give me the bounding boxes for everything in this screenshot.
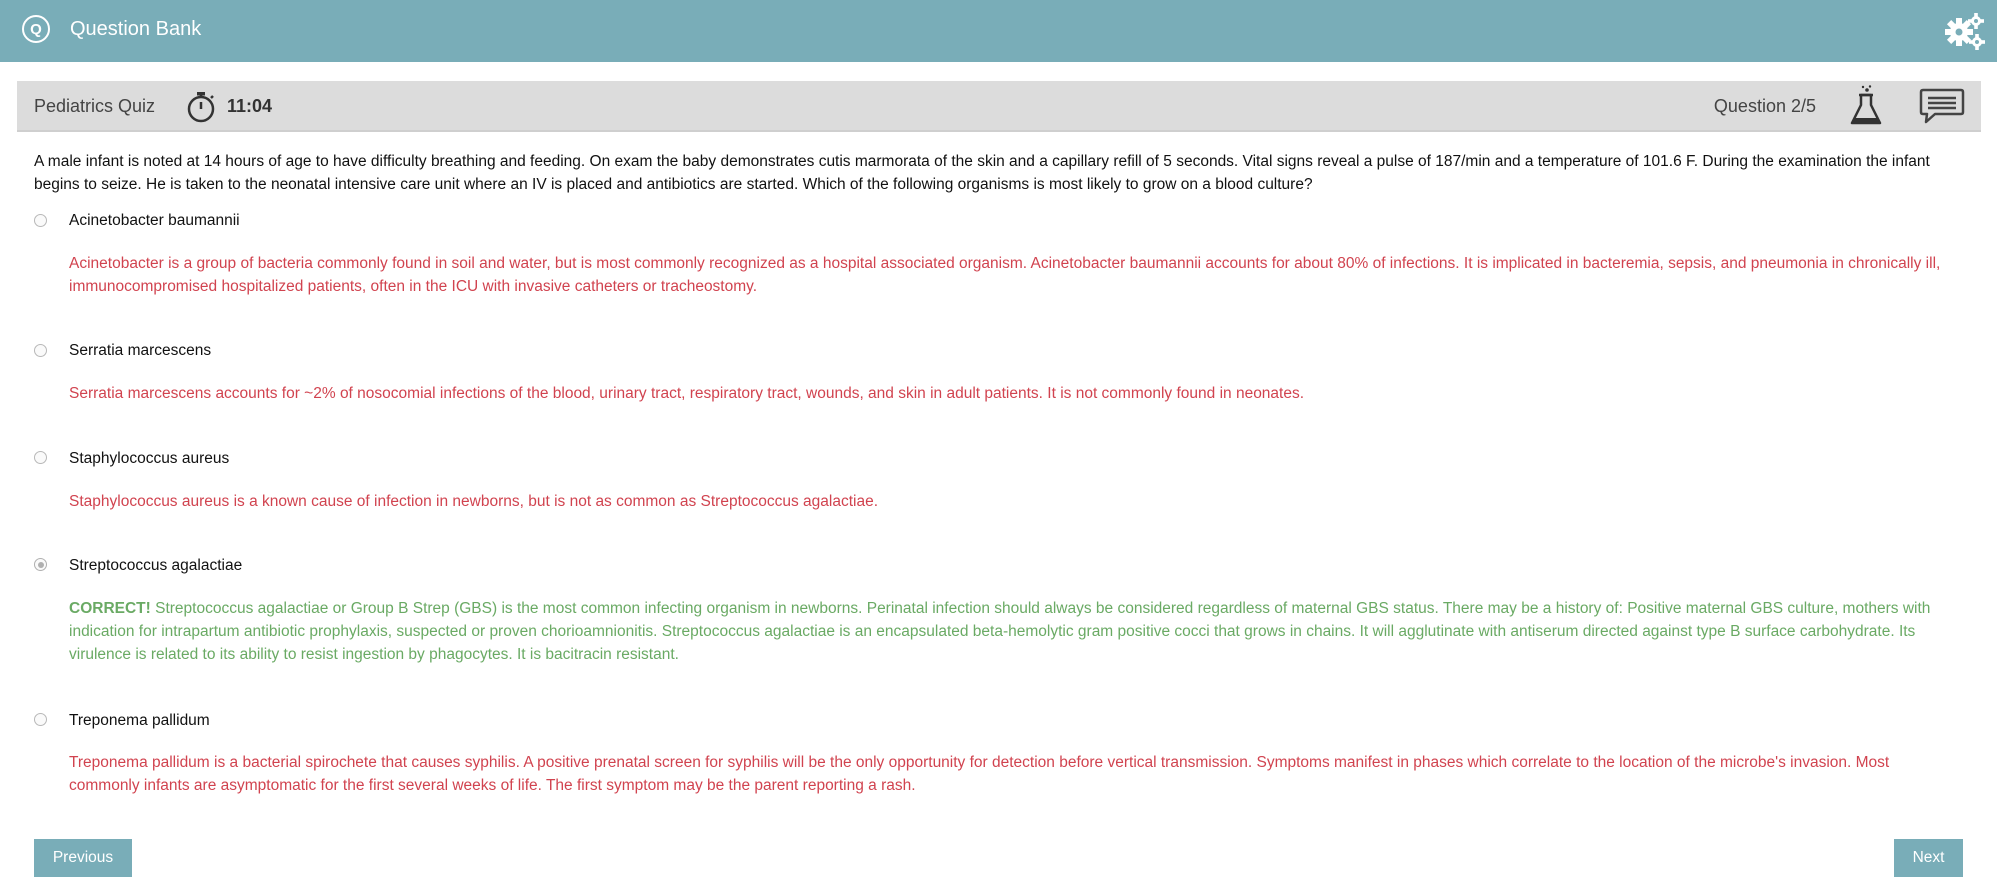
flask-icon[interactable] (1849, 85, 1883, 127)
app-header (0, 0, 1997, 62)
timer-value: 11:04 (227, 96, 273, 116)
correct-badge: CORRECT! (69, 600, 151, 617)
question-text: A male infant is noted at 14 hours of age to have difficulty breathing and feeding. On exam the baby demonstrates cutis marmorata of the skin and a capillary refill of 5 seconds. Vital signs reveal a pulse of 187/min and a temperature of 101.6 F. During the examination the infant begins to seize. He is taken to the neonatal intensive care unit where an IV is placed and antibiotics are started. Which of the following organisms is most likely to grow on a blood culture? (34, 153, 1930, 193)
answer-explanation: Staphylococcus aureus is a known cause of infection in newborns, but is not as common as Streptococcus agalactiae. (69, 493, 879, 510)
answer-explanation: Acinetobacter is a group of bacteria commonly found in soil and water, but is most commonly recognized as a hospital associated organism. Acinetobacter baumannii accounts for about 80% of infections. It is implicated in bacteremia, sepsis, and pneumonia in chronically ill, immunocompromised hospitalized patients, often in the ICU with invasive catheters or tracheostomy. (69, 255, 1941, 295)
answer-explanation-correct (69, 597, 1959, 666)
answer-label[interactable]: Acinetobacter baumannii (69, 212, 240, 229)
answer-radio-5[interactable] (34, 713, 47, 726)
answer-label[interactable]: Treponema pallidum (69, 712, 210, 729)
gear-icon[interactable] (1943, 10, 1987, 52)
app-title: Question Bank (70, 18, 202, 40)
answer-explanation: Treponema pallidum is a bacterial spirochete that causes syphilis. A positive prenatal screen for syphilis will be the only opportunity for detection before vertical transmission. Symptoms manifest in phases which correlate to the location of the microbe's invasion. Most commonly infants are asymptomatic for the first several weeks of life. The first symptom may be the parent reporting a rash. (69, 754, 1890, 794)
previous-button[interactable]: Previous (34, 839, 132, 877)
answer-radio-2[interactable] (34, 344, 47, 357)
answer-radio-1[interactable] (34, 214, 47, 227)
quiz-toolbar (17, 81, 1981, 132)
answer-explanation: Serratia marcescens accounts for ~2% of nosocomial infections of the blood, urinary tract, respiratory tract, wounds, and skin in adult patients. It is not commonly found in neonates. (69, 385, 1305, 402)
stopwatch-icon (185, 90, 217, 124)
question-counter: Question 2/5 (1713, 96, 1816, 116)
next-button[interactable]: Next (1894, 839, 1963, 877)
answer-label[interactable]: Serratia marcescens (69, 342, 212, 359)
app-logo-icon: Q (22, 15, 50, 43)
chat-icon[interactable] (1919, 87, 1965, 125)
answer-radio-3[interactable] (34, 451, 47, 464)
quiz-name: Pediatrics Quiz (34, 96, 156, 116)
answer-radio-4[interactable] (34, 558, 47, 571)
answer-label[interactable]: Staphylococcus aureus (69, 450, 230, 467)
answer-label[interactable]: Streptococcus agalactiae (69, 557, 243, 574)
correct-explanation-text: Streptococcus agalactiae or Group B Strep (GBS) is the most common infecting organism in newborns. Perinatal infection should always be considered regardless of maternal GBS status. There may be a history of: Positive maternal GBS culture, mothers with indication for intrapartum antibiotic prophylaxis, suspected or proven chorioamnionitis. Streptococcus agalactiae is an encapsulated beta-hemolytic gram positive cocci that grows in chains. It will agglutinate with antiserum directed against type B surface carbohydrate. Its virulence is related to its ability to resist ingestion by phagocytes. It is bacitracin resistant. (69, 600, 1931, 663)
